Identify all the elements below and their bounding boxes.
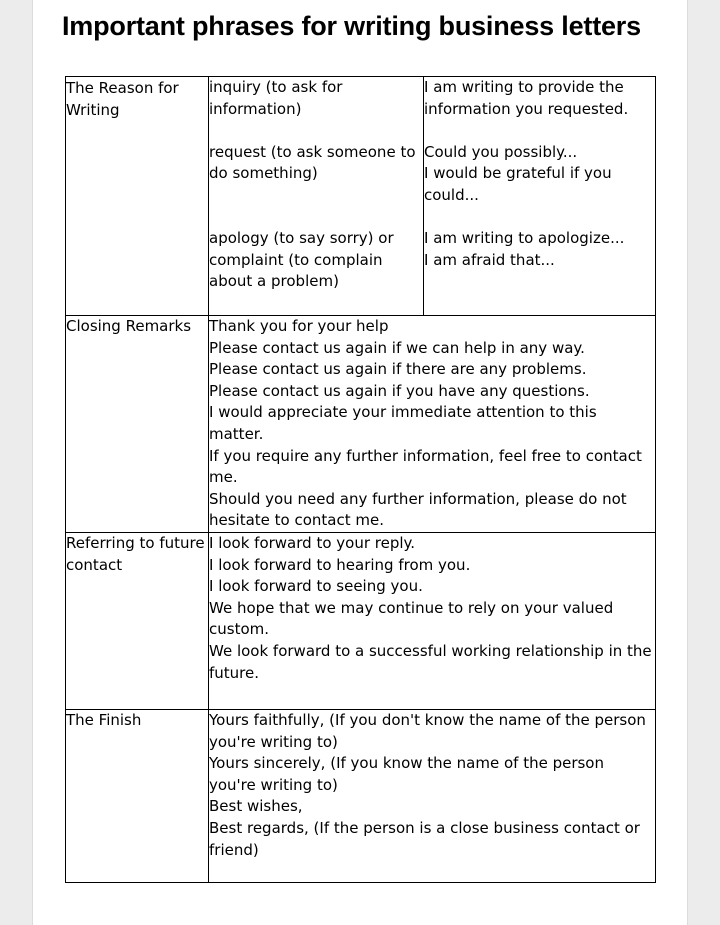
phrase-line: If you require any further information, feel free to contact me. <box>209 446 642 487</box>
table-row-closing <box>66 316 656 533</box>
phrase-line: We hope that we may continue to rely on your valued custom. <box>209 598 614 639</box>
section-label-future: Referring to future contact <box>66 533 209 710</box>
phrase-line: I would appreciate your immediate attention to this matter. <box>209 403 597 443</box>
phrase-line: Please contact us again if you have any questions. <box>209 381 590 400</box>
phrase-line: I look forward to your reply. <box>209 534 416 552</box>
closing-phrases-cell <box>209 316 656 533</box>
reason-phrase-cell <box>424 77 656 316</box>
future-phrases-cell <box>209 533 656 710</box>
reason-phrase-apology <box>424 228 655 271</box>
phrase-line: Yours faithfully, (If you don't know the name of the person you're writing to) <box>209 711 646 751</box>
phrase-line: I am writing to apologize... <box>424 229 625 248</box>
phrase-line: Should you need any further information, please do not hesitate to contact me. <box>209 489 627 530</box>
table-row-reason <box>66 77 656 316</box>
phrases-table <box>65 76 656 883</box>
finish-phrases-cell <box>209 710 656 883</box>
phrase-line: I am writing to provide the information you requested. <box>424 78 629 118</box>
phrase-line: I look forward to hearing from you. <box>209 555 471 574</box>
phrase-line: Please contact us again if there are any problems. <box>209 360 587 379</box>
page-margin-right <box>687 0 720 925</box>
phrase-line: I look forward to seeing you. <box>209 577 423 596</box>
page-title: Important phrases for writing business letters <box>62 11 641 41</box>
reason-phrase-request <box>424 142 655 207</box>
section-label-reason: The Reason for Writing <box>66 77 209 316</box>
phrase-line: Please contact us again if we can help in any way. <box>209 338 585 357</box>
reason-purpose-apology: apology (to say sorry) or complaint (to complain about a problem) <box>209 229 394 291</box>
phrase-line: I would be grateful if you could... <box>424 164 612 204</box>
section-label-finish: The Finish <box>66 710 209 883</box>
phrase-line: Best wishes, <box>209 797 303 816</box>
phrase-line: I am afraid that... <box>424 250 555 269</box>
page-margin-left <box>0 0 33 925</box>
phrase-line: Yours sincerely, (If you know the name of the person you're writing to) <box>209 754 604 794</box>
table-row-finish <box>66 710 656 883</box>
phrase-line: We look forward to a successful working relationship in the future. <box>209 641 652 682</box>
phrase-line: Could you possibly... <box>424 142 578 161</box>
section-label-closing: Closing Remarks <box>66 316 209 533</box>
reason-purpose-inquiry: inquiry (to ask for information) <box>209 78 343 118</box>
reason-phrase-inquiry <box>424 77 655 120</box>
reason-purpose-request: request (to ask someone to do something) <box>209 142 416 183</box>
phrase-line: Best regards, (If the person is a close business contact or friend) <box>209 818 640 859</box>
table-row-future <box>66 533 656 710</box>
reason-purpose-cell <box>209 77 424 316</box>
phrase-line: Thank you for your help <box>209 317 389 335</box>
